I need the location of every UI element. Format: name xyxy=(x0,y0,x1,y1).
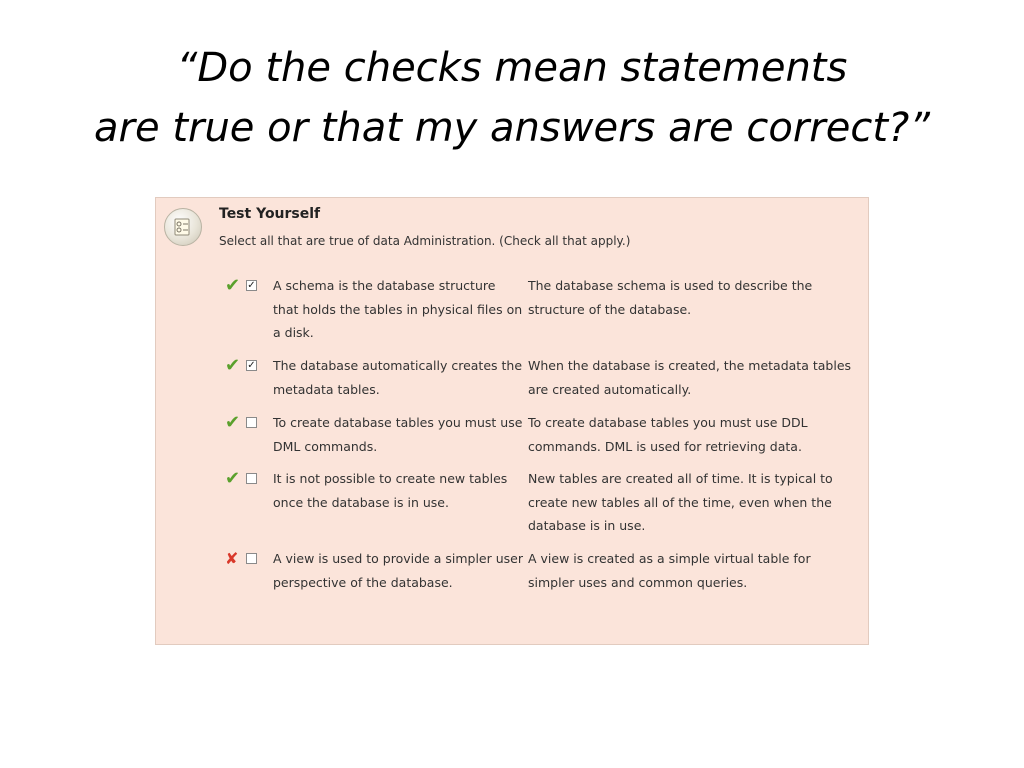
correct-check-icon: ✔ xyxy=(225,468,241,489)
slide-title xyxy=(0,38,1024,158)
question-statement: It is not possible to create new tables once the database is in use. xyxy=(273,471,508,510)
quiz-instructions: Select all that are true of data Administration. (Check all that apply.) xyxy=(219,234,631,248)
quiz-heading: Test Yourself xyxy=(219,206,321,222)
slide-title-line-1: “Do the checks mean statements xyxy=(176,45,848,91)
question-statement: A schema is the database structure that holds the tables in physical files on a disk. xyxy=(273,278,523,340)
answer-checkbox[interactable]: ✓ xyxy=(247,360,256,371)
answer-feedback: To create database tables you must use DDL commands. DML is used for retrieving data. xyxy=(528,415,808,454)
question-statement: To create database tables you must use DML commands. xyxy=(273,415,523,454)
answer-feedback: The database schema is used to describe the structure of the database. xyxy=(528,278,813,317)
correct-check-icon: ✔ xyxy=(225,275,241,296)
answer-feedback: New tables are created all of time. It is typical to create new tables all of the time, even when the database is in use. xyxy=(528,471,833,533)
answer-checkbox[interactable] xyxy=(246,553,257,564)
question-statement: A view is used to provide a simpler user perspective of the database. xyxy=(273,551,523,590)
slide-title-line-2: are true or that my answers are correct?” xyxy=(94,105,930,151)
test-yourself-panel xyxy=(155,197,869,645)
answer-checkbox[interactable] xyxy=(246,417,257,428)
answer-feedback: A view is created as a simple virtual table for simpler uses and common queries. xyxy=(528,551,811,590)
answer-checkbox[interactable] xyxy=(246,473,257,484)
answer-checkbox[interactable]: ✓ xyxy=(247,280,256,291)
correct-check-icon: ✔ xyxy=(225,412,241,433)
correct-check-icon: ✔ xyxy=(225,355,241,376)
question-statement: The database automatically creates the metadata tables. xyxy=(273,358,523,397)
incorrect-x-icon: ✘ xyxy=(225,549,239,568)
quiz-notepad-icon xyxy=(164,208,202,246)
answer-feedback: When the database is created, the metadata tables are created automatically. xyxy=(528,358,852,397)
